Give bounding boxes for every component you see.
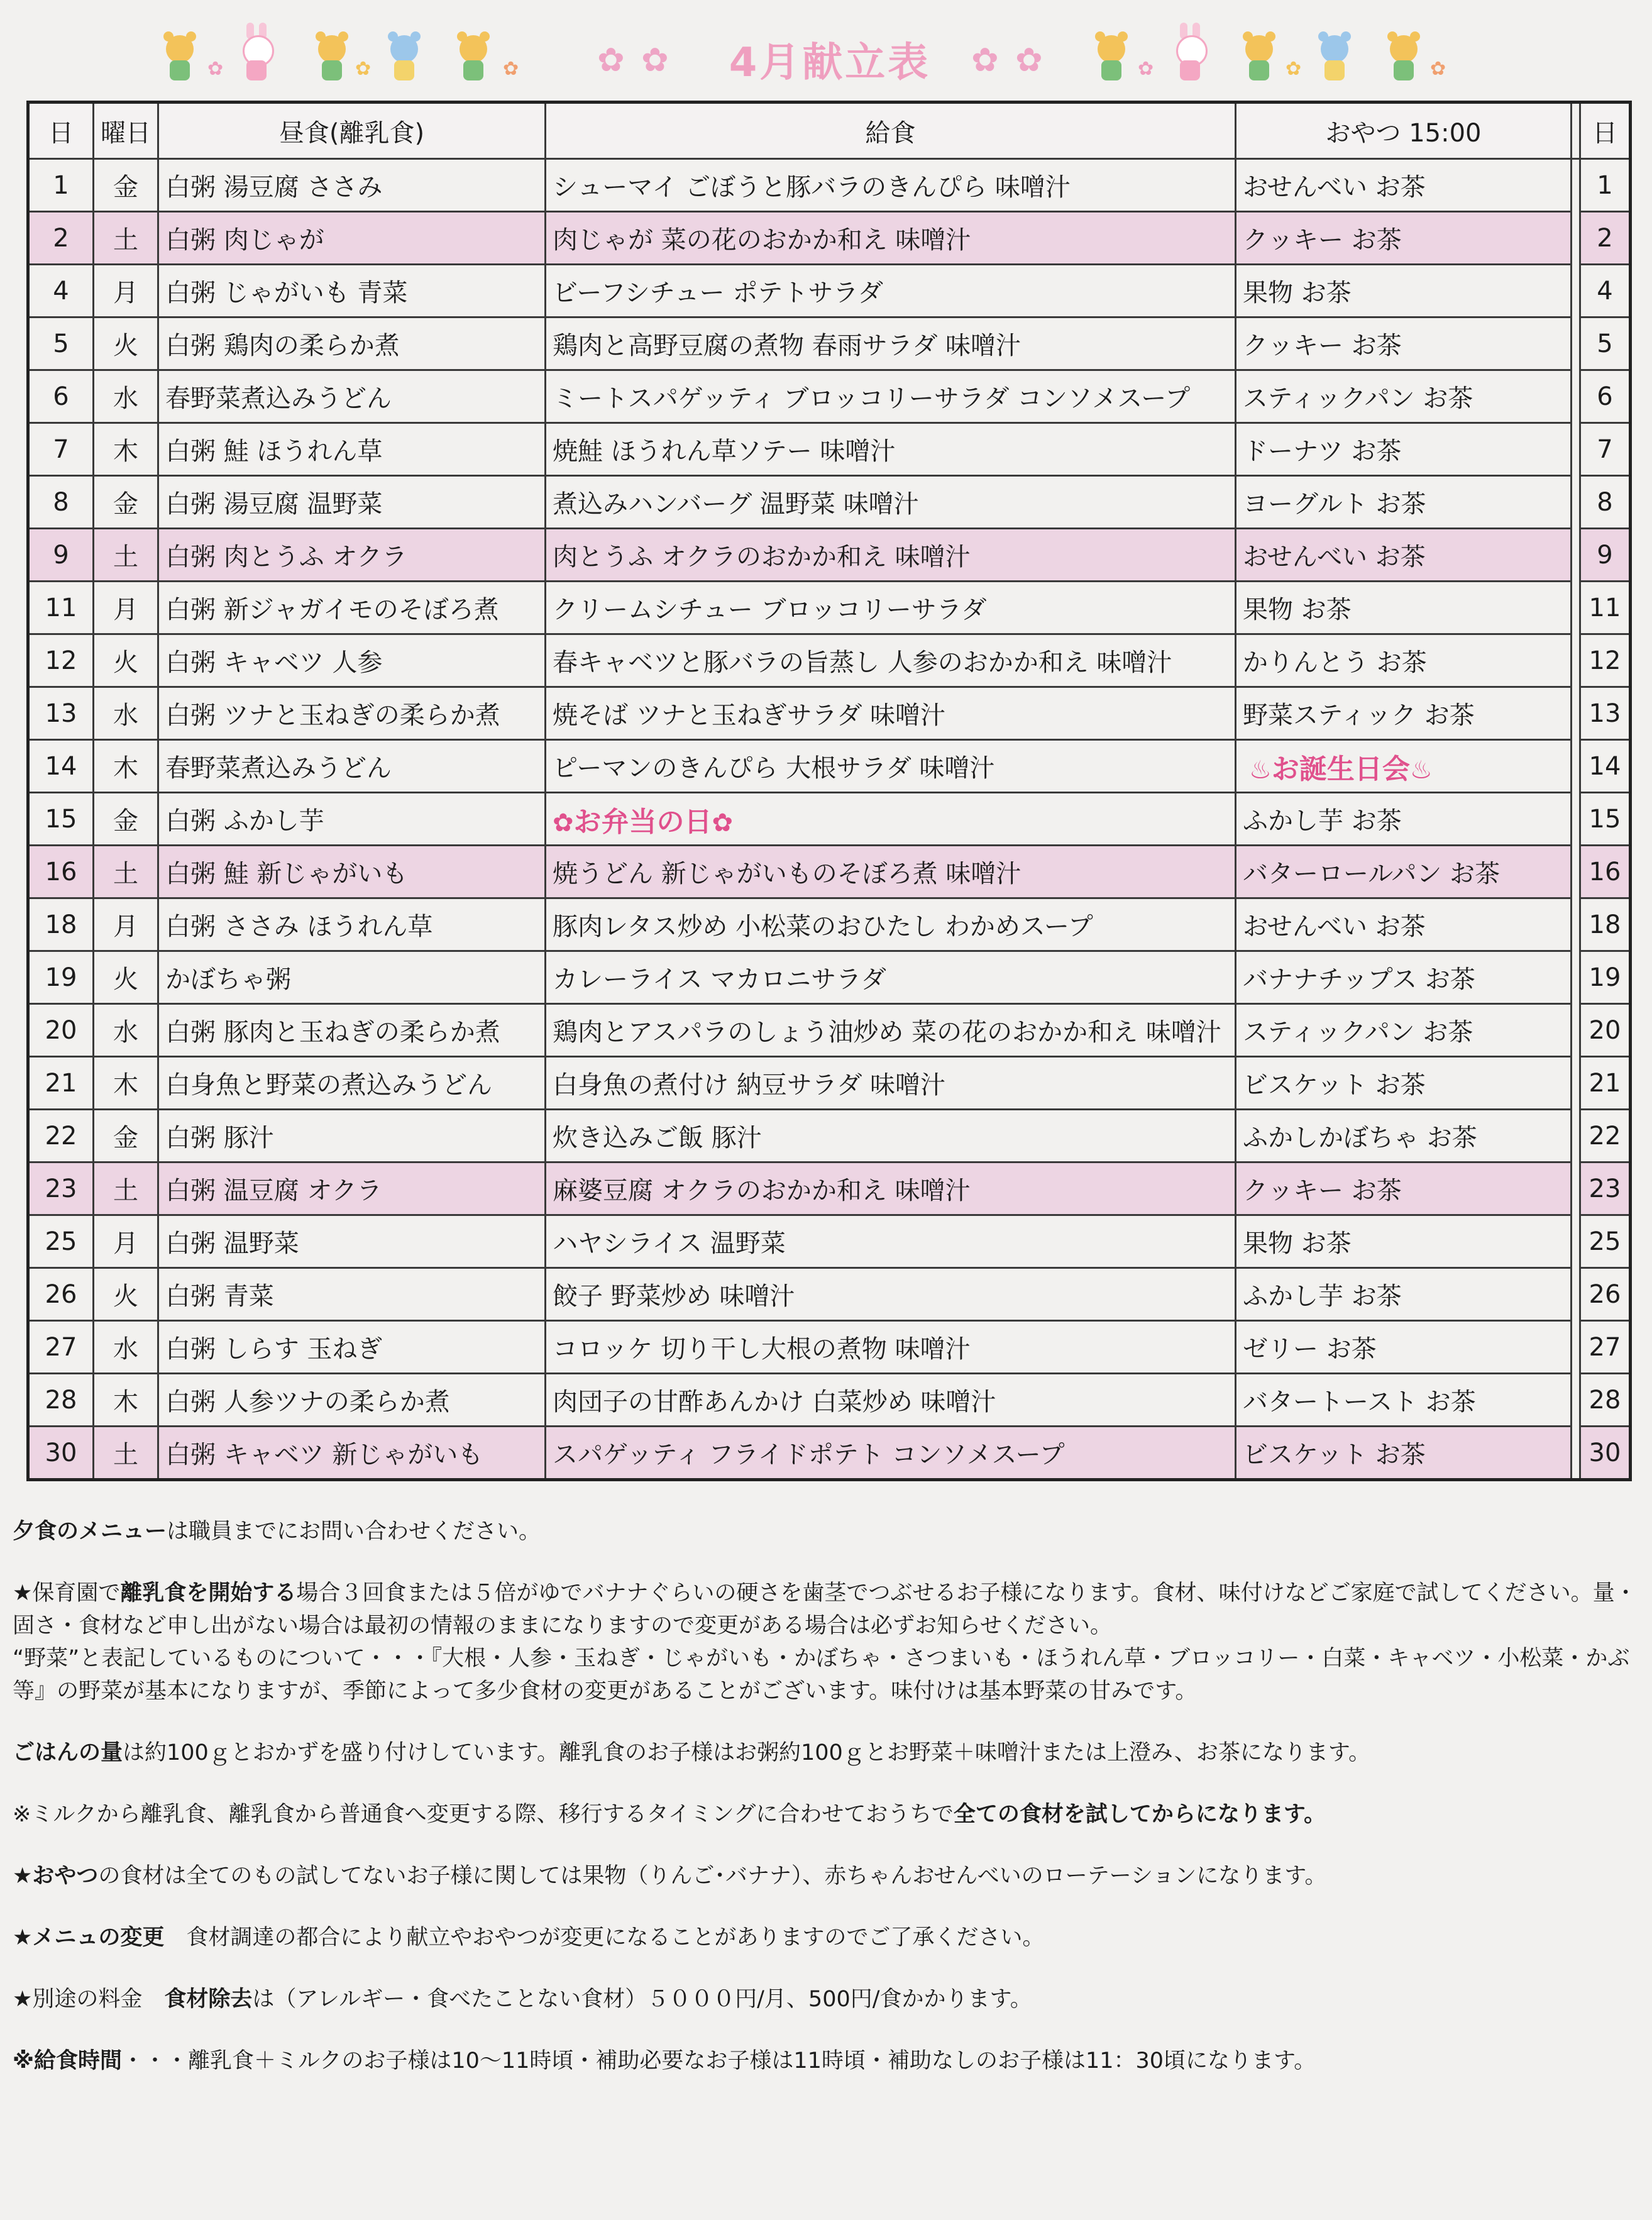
snack-cell: ふかし芋 お茶 [1236, 793, 1572, 846]
note-extra-fee: ★別途の料金 食材除去は（アレルギー・食べたことない食材）５０００円/月、500円/食かかります。 [13, 1987, 1032, 2012]
snack-cell: 果物 お茶 [1236, 582, 1572, 634]
day-cell: 19 [28, 951, 94, 1004]
snack-cell: かりんとう お茶 [1236, 634, 1572, 687]
flower-icon: ✿ [597, 41, 625, 79]
note-weaning-start: ★保育園で離乳食を開始する場合３回食または５倍がゆでバナナぐらいの硬さを歯茎でつぶせるお子様になります。食材、味付けなどご家庭で試してください。量・固さ・食材など申し出がない場合は最初の情報のままになりますので変更がある場合は必ずお知らせください。 [13, 1581, 1637, 1638]
column-gap [1572, 1057, 1580, 1110]
snack-cell: おせんべい お茶 [1236, 898, 1572, 951]
column-gap [1572, 687, 1580, 740]
weekday-cell: 土 [94, 1162, 158, 1215]
day-cell: 21 [28, 1057, 94, 1110]
table-row [28, 793, 1631, 846]
day-cell: 11 [28, 582, 94, 634]
lunch-cell: 白粥 キャベツ 新じゃがいも [158, 1427, 546, 1480]
lunch-cell: 白粥 鮭 新じゃがいも [158, 846, 546, 898]
bear-icon [162, 31, 197, 82]
lunch-cell: 白粥 しらす 玉ねぎ [158, 1321, 546, 1374]
lunch-cell: 白粥 湯豆腐 温野菜 [158, 476, 546, 529]
day-cell: 20 [28, 1004, 94, 1057]
weekday-cell: 火 [94, 318, 158, 370]
school-lunch-cell: 豚肉レタス炒め 小松菜のおひたし わかめスープ [546, 898, 1236, 951]
lunch-cell: 白粥 肉とうふ オクラ [158, 529, 546, 582]
note-vegetables: “野菜”と表記しているものについて・・・『大根・人参・玉ねぎ・じゃがいも・かぼちゃ・さつまいも・ほうれん草・ブロッコリー・白菜・キャベツ・小松菜・かぶ等』の野菜が基本になりますが、季節によって多少食材の変更があることがございます。味付けは基本野菜の甘みです。 [13, 1646, 1630, 1704]
day-cell: 25 [28, 1215, 94, 1268]
note-rice-amount: ごはんの量は約100ｇとおかずを盛り付けしています。離乳食のお子様はお粥約100ｇとお野菜＋味噌汁または上澄み、お茶になります。 [13, 1740, 1371, 1765]
column-gap [1572, 529, 1580, 582]
school-lunch-cell: ミートスパゲッティ ブロッコリーサラダ コンソメスープ [546, 370, 1236, 423]
table-row [28, 265, 1631, 318]
lunch-cell: 白粥 ふかし芋 [158, 793, 546, 846]
bento-day-label: お弁当の日 [573, 805, 712, 838]
day-right-cell: 26 [1580, 1268, 1631, 1321]
column-gap [1572, 1004, 1580, 1057]
school-lunch-cell: 鶏肉と高野豆腐の煮物 春雨サラダ 味噌汁 [546, 318, 1236, 370]
day-right-cell: 23 [1580, 1162, 1631, 1215]
day-cell: 22 [28, 1110, 94, 1162]
flower-icon: ✿ [641, 41, 669, 79]
table-row [28, 687, 1631, 740]
page-title: 4月献立表 [729, 40, 931, 86]
snack-cell: ヨーグルト お茶 [1236, 476, 1572, 529]
weekday-cell: 火 [94, 951, 158, 1004]
menu-table [26, 101, 1632, 1481]
day-right-cell: 9 [1580, 529, 1631, 582]
column-gap [1572, 212, 1580, 265]
notes [13, 1515, 1641, 2106]
day-cell: 27 [28, 1321, 94, 1374]
day-right-cell: 8 [1580, 476, 1631, 529]
note-snack: ★おやつの食材は全てのもの試してないお子様に関しては果物（りんご･バナナ）、赤ちゃんおせんべいのローテーションになります。 [13, 1864, 1327, 1889]
column-gap [1572, 1162, 1580, 1215]
weekday-cell: 金 [94, 159, 158, 212]
day-right-cell: 30 [1580, 1427, 1631, 1480]
day-cell: 18 [28, 898, 94, 951]
table-row [28, 634, 1631, 687]
snack-cell [1236, 740, 1572, 793]
column-gap [1572, 318, 1580, 370]
flower-icon: ✿ [553, 808, 574, 837]
school-lunch-cell: コロッケ 切り干し大根の煮物 味噌汁 [546, 1321, 1236, 1374]
day-cell: 7 [28, 423, 94, 476]
header-lunch: 昼食(離乳食) [158, 102, 546, 159]
school-lunch-cell: 肉じゃが 菜の花のおかか和え 味噌汁 [546, 212, 1236, 265]
school-lunch-cell: 焼鮭 ほうれん草ソテー 味噌汁 [546, 423, 1236, 476]
table-row [28, 476, 1631, 529]
weekday-cell: 土 [94, 1427, 158, 1480]
weekday-cell: 金 [94, 793, 158, 846]
school-lunch-cell: ビーフシチュー ポテトサラダ [546, 265, 1236, 318]
table-row [28, 898, 1631, 951]
school-lunch-cell: シューマイ ごぼうと豚バラのきんぴら 味噌汁 [546, 159, 1236, 212]
day-cell: 16 [28, 846, 94, 898]
snack-cell: バタートースト お茶 [1236, 1374, 1572, 1427]
flower-icon: ✿ [712, 808, 734, 837]
snack-cell: おせんべい お茶 [1236, 529, 1572, 582]
table-row [28, 212, 1631, 265]
school-lunch-cell: ピーマンのきんぴら 大根サラダ 味噌汁 [546, 740, 1236, 793]
flower-icon: ✿ [1430, 58, 1446, 80]
school-lunch-cell: カレーライス マカロニサラダ [546, 951, 1236, 1004]
header-snack: おやつ 15:00 [1236, 102, 1572, 159]
column-gap [1572, 476, 1580, 529]
day-right-cell: 25 [1580, 1215, 1631, 1268]
snack-cell: おせんべい お茶 [1236, 159, 1572, 212]
column-gap [1572, 582, 1580, 634]
flower-icon: ✿ [355, 58, 372, 80]
lunch-cell: 春野菜煮込みうどん [158, 370, 546, 423]
day-cell: 26 [28, 1268, 94, 1321]
snack-cell: 果物 お茶 [1236, 1215, 1572, 1268]
column-gap [1572, 370, 1580, 423]
bunny-icon [239, 31, 274, 82]
column-gap [1572, 898, 1580, 951]
day-right-cell: 5 [1580, 318, 1631, 370]
column-gap [1572, 1215, 1580, 1268]
snack-cell: クッキー お茶 [1236, 1162, 1572, 1215]
lunch-cell: 白粥 肉じゃが [158, 212, 546, 265]
school-lunch-cell: 白身魚の煮付け 納豆サラダ 味噌汁 [546, 1057, 1236, 1110]
table-row [28, 1110, 1631, 1162]
page-header [0, 19, 1652, 101]
day-cell: 30 [28, 1427, 94, 1480]
day-right-cell: 6 [1580, 370, 1631, 423]
bear-icon [456, 31, 491, 82]
school-lunch-cell: 焼うどん 新じゃがいものそぼろ煮 味噌汁 [546, 846, 1236, 898]
day-cell: 12 [28, 634, 94, 687]
column-gap [1572, 951, 1580, 1004]
school-lunch-cell: ハヤシライス 温野菜 [546, 1215, 1236, 1268]
table-row [28, 1268, 1631, 1321]
flower-icon: ✿ [1286, 58, 1302, 80]
weekday-cell: 木 [94, 423, 158, 476]
flower-icon: ✿ [1138, 58, 1154, 80]
snack-cell: ふかし芋 お茶 [1236, 1268, 1572, 1321]
bear-icon [1386, 31, 1421, 82]
day-right-cell: 20 [1580, 1004, 1631, 1057]
school-lunch-cell: 肉とうふ オクラのおかか和え 味噌汁 [546, 529, 1236, 582]
lunch-cell: 白粥 ささみ ほうれん草 [158, 898, 546, 951]
day-right-cell: 16 [1580, 846, 1631, 898]
column-gap [1572, 1268, 1580, 1321]
lunch-cell: 白身魚と野菜の煮込みうどん [158, 1057, 546, 1110]
bunny-icon [1172, 31, 1208, 82]
snack-cell: 野菜スティック お茶 [1236, 687, 1572, 740]
lunch-cell: 白粥 鮭 ほうれん草 [158, 423, 546, 476]
column-gap [1572, 102, 1580, 159]
school-lunch-cell: 鶏肉とアスパラのしょう油炒め 菜の花のおかか和え 味噌汁 [546, 1004, 1236, 1057]
weekday-cell: 水 [94, 687, 158, 740]
snack-cell: スティックパン お茶 [1236, 370, 1572, 423]
flower-icon: ✿ [207, 58, 224, 80]
lunch-cell: 白粥 新ジャガイモのそぼろ煮 [158, 582, 546, 634]
column-gap [1572, 1321, 1580, 1374]
note-meal-time: ※給食時間・・・離乳食＋ミルクのお子様は10～11時頃・補助必要なお子様は11時頃・補助なしのお子様は11：30頃になります。 [13, 2048, 1316, 2074]
snack-cell: ドーナツ お茶 [1236, 423, 1572, 476]
column-gap [1572, 740, 1580, 793]
weekday-cell: 火 [94, 1268, 158, 1321]
school-lunch-cell: 肉団子の甘酢あんかけ 白菜炒め 味噌汁 [546, 1374, 1236, 1427]
day-right-cell: 2 [1580, 212, 1631, 265]
lunch-cell: 白粥 鶏肉の柔らか煮 [158, 318, 546, 370]
table-row [28, 1057, 1631, 1110]
day-cell: 28 [28, 1374, 94, 1427]
lunch-cell: 白粥 じゃがいも 青菜 [158, 265, 546, 318]
school-lunch-cell: クリームシチュー ブロッコリーサラダ [546, 582, 1236, 634]
snack-cell: ビスケット お茶 [1236, 1427, 1572, 1480]
snack-cell: バターロールパン お茶 [1236, 846, 1572, 898]
snack-cell: ゼリー お茶 [1236, 1321, 1572, 1374]
day-right-cell: 27 [1580, 1321, 1631, 1374]
day-cell: 4 [28, 265, 94, 318]
day-cell: 5 [28, 318, 94, 370]
bear-icon [1094, 31, 1129, 82]
day-right-cell: 12 [1580, 634, 1631, 687]
header-day: 日 [28, 102, 94, 159]
table-row [28, 423, 1631, 476]
lunch-cell: 白粥 湯豆腐 ささみ [158, 159, 546, 212]
day-cell: 23 [28, 1162, 94, 1215]
day-cell: 2 [28, 212, 94, 265]
school-lunch-cell: 炊き込みご飯 豚汁 [546, 1110, 1236, 1162]
day-right-cell: 14 [1580, 740, 1631, 793]
note-menu-change: ★メニュの変更 食材調達の都合により献立やおやつが変更になることがありますのでご了承ください。 [13, 1925, 1045, 1950]
column-gap [1572, 159, 1580, 212]
lunch-cell: 春野菜煮込みうどん [158, 740, 546, 793]
column-gap [1572, 793, 1580, 846]
snack-cell: スティックパン お茶 [1236, 1004, 1572, 1057]
cake-icon: ♨ [1249, 755, 1272, 785]
weekday-cell: 木 [94, 740, 158, 793]
snack-cell: バナナチップス お茶 [1236, 951, 1572, 1004]
lunch-cell: 白粥 人参ツナの柔らか煮 [158, 1374, 546, 1427]
lunch-cell: 白粥 青菜 [158, 1268, 546, 1321]
lunch-cell: 白粥 豚汁 [158, 1110, 546, 1162]
header-weekday: 曜日 [94, 102, 158, 159]
school-lunch-cell: スパゲッティ フライドポテト コンソメスープ [546, 1427, 1236, 1480]
birthday-party-label: お誕生日会 [1271, 753, 1410, 785]
flower-icon: ✿ [1015, 41, 1043, 79]
cake-icon: ♨ [1409, 755, 1433, 785]
table-row [28, 318, 1631, 370]
note-transition: ※ミルクから離乳食、離乳食から普通食へ変更する際、移行するタイミングに合わせておうちで全ての食材を試してからになります。 [13, 1802, 1326, 1827]
column-gap [1572, 846, 1580, 898]
day-right-cell: 22 [1580, 1110, 1631, 1162]
table-row [28, 1004, 1631, 1057]
weekday-cell: 火 [94, 634, 158, 687]
column-gap [1572, 1374, 1580, 1427]
day-right-cell: 15 [1580, 793, 1631, 846]
lunch-cell: 白粥 豚肉と玉ねぎの柔らか煮 [158, 1004, 546, 1057]
school-lunch-cell: 煮込みハンバーグ 温野菜 味噌汁 [546, 476, 1236, 529]
snack-cell: ビスケット お茶 [1236, 1057, 1572, 1110]
weekday-cell: 土 [94, 212, 158, 265]
bear-icon [387, 31, 422, 82]
flower-icon: ✿ [971, 41, 999, 79]
school-lunch-cell: 焼そば ツナと玉ねぎサラダ 味噌汁 [546, 687, 1236, 740]
table-header-row [28, 102, 1631, 159]
table-row [28, 846, 1631, 898]
snack-cell: クッキー お茶 [1236, 318, 1572, 370]
column-gap [1572, 1427, 1580, 1480]
bear-icon [1242, 31, 1277, 82]
school-lunch-cell [546, 793, 1236, 846]
column-gap [1572, 634, 1580, 687]
snack-cell: 果物 お茶 [1236, 265, 1572, 318]
table-row [28, 1374, 1631, 1427]
day-right-cell: 13 [1580, 687, 1631, 740]
weekday-cell: 月 [94, 265, 158, 318]
column-gap [1572, 423, 1580, 476]
day-cell: 9 [28, 529, 94, 582]
weekday-cell: 土 [94, 846, 158, 898]
snack-cell: クッキー お茶 [1236, 212, 1572, 265]
day-right-cell: 11 [1580, 582, 1631, 634]
day-right-cell: 18 [1580, 898, 1631, 951]
weekday-cell: 水 [94, 1321, 158, 1374]
table-row [28, 1215, 1631, 1268]
column-gap [1572, 1110, 1580, 1162]
table-row [28, 1321, 1631, 1374]
lunch-cell: 白粥 ツナと玉ねぎの柔らか煮 [158, 687, 546, 740]
day-cell: 8 [28, 476, 94, 529]
day-cell: 15 [28, 793, 94, 846]
school-lunch-cell: 麻婆豆腐 オクラのおかか和え 味噌汁 [546, 1162, 1236, 1215]
table-row [28, 1427, 1631, 1480]
snack-cell: ふかしかぼちゃ お茶 [1236, 1110, 1572, 1162]
table-row [28, 740, 1631, 793]
note-dinner: 夕食のメニューは職員までにお問い合わせください。 [13, 1519, 541, 1544]
lunch-cell: 白粥 キャベツ 人参 [158, 634, 546, 687]
table-row [28, 159, 1631, 212]
weekday-cell: 金 [94, 1110, 158, 1162]
weekday-cell: 水 [94, 370, 158, 423]
day-right-cell: 4 [1580, 265, 1631, 318]
lunch-cell: かぼちゃ粥 [158, 951, 546, 1004]
day-right-cell: 28 [1580, 1374, 1631, 1427]
bear-icon [314, 31, 350, 82]
day-cell: 14 [28, 740, 94, 793]
lunch-cell: 白粥 温豆腐 オクラ [158, 1162, 546, 1215]
table-row [28, 582, 1631, 634]
lunch-cell: 白粥 温野菜 [158, 1215, 546, 1268]
day-right-cell: 1 [1580, 159, 1631, 212]
flower-icon: ✿ [503, 58, 519, 80]
school-lunch-cell: 餃子 野菜炒め 味噌汁 [546, 1268, 1236, 1321]
header-school-lunch: 給食 [546, 102, 1236, 159]
weekday-cell: 金 [94, 476, 158, 529]
weekday-cell: 水 [94, 1004, 158, 1057]
day-cell: 13 [28, 687, 94, 740]
day-cell: 1 [28, 159, 94, 212]
weekday-cell: 木 [94, 1057, 158, 1110]
weekday-cell: 木 [94, 1374, 158, 1427]
table-row [28, 951, 1631, 1004]
weekday-cell: 月 [94, 1215, 158, 1268]
day-right-cell: 7 [1580, 423, 1631, 476]
weekday-cell: 月 [94, 582, 158, 634]
header-day-right: 日 [1580, 102, 1631, 159]
column-gap [1572, 265, 1580, 318]
weekday-cell: 月 [94, 898, 158, 951]
table-row [28, 1162, 1631, 1215]
day-cell: 6 [28, 370, 94, 423]
day-right-cell: 19 [1580, 951, 1631, 1004]
table-row [28, 529, 1631, 582]
table-row [28, 370, 1631, 423]
bear-icon [1317, 31, 1352, 82]
weekday-cell: 土 [94, 529, 158, 582]
day-right-cell: 21 [1580, 1057, 1631, 1110]
school-lunch-cell: 春キャベツと豚バラの旨蒸し 人参のおかか和え 味噌汁 [546, 634, 1236, 687]
